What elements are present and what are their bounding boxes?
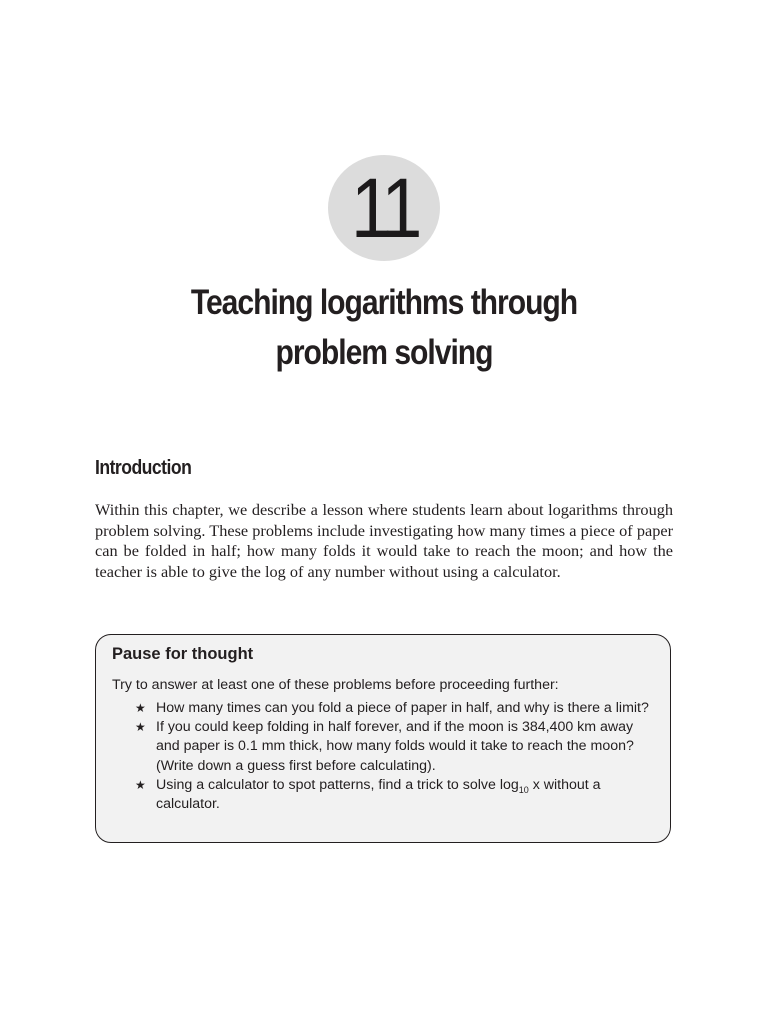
problem-text: How many times can you fold a piece of paper in half, and why is there a limit? xyxy=(156,700,649,716)
problem-text-after: x without a calculator. xyxy=(156,776,601,813)
pause-for-thought-intro: Try to answer at least one of these problems before proceeding further: xyxy=(112,677,559,693)
list-item xyxy=(135,718,660,776)
problem-text-before: Using a calculator to spot patterns, find a trick to solve log xyxy=(156,776,519,793)
problem-text: If you could keep folding in half forever, and if the moon is 384,400 km away and paper is 0.1 mm thick, how many folds would it take to reach the moon? (Write down a guess first before calculating). xyxy=(156,719,634,774)
chapter-title-line-1: Teaching logarithms through xyxy=(190,283,578,322)
chapter-title-line-2: problem solving xyxy=(275,333,493,372)
log-base-subscript: 10 xyxy=(518,784,529,795)
list-item xyxy=(135,776,660,814)
chapter-number: 11 xyxy=(350,161,418,255)
introduction-heading: Introduction xyxy=(95,457,192,479)
list-item xyxy=(135,699,660,718)
pause-for-thought-heading: Pause for thought xyxy=(112,645,254,663)
problem-list xyxy=(135,699,660,814)
star-icon: ★ xyxy=(135,777,146,792)
introduction-paragraph: Within this chapter, we describe a lesson where students learn about logarithms through problem solving. These problems include investigating how many times a piece of paper can be folded in half; how many folds it would take to reach the moon; and how the teacher is able to give the log of any number without using a calculator. xyxy=(95,500,673,581)
chapter-title xyxy=(84,278,684,378)
star-icon: ★ xyxy=(135,720,146,735)
star-icon: ★ xyxy=(135,701,146,715)
